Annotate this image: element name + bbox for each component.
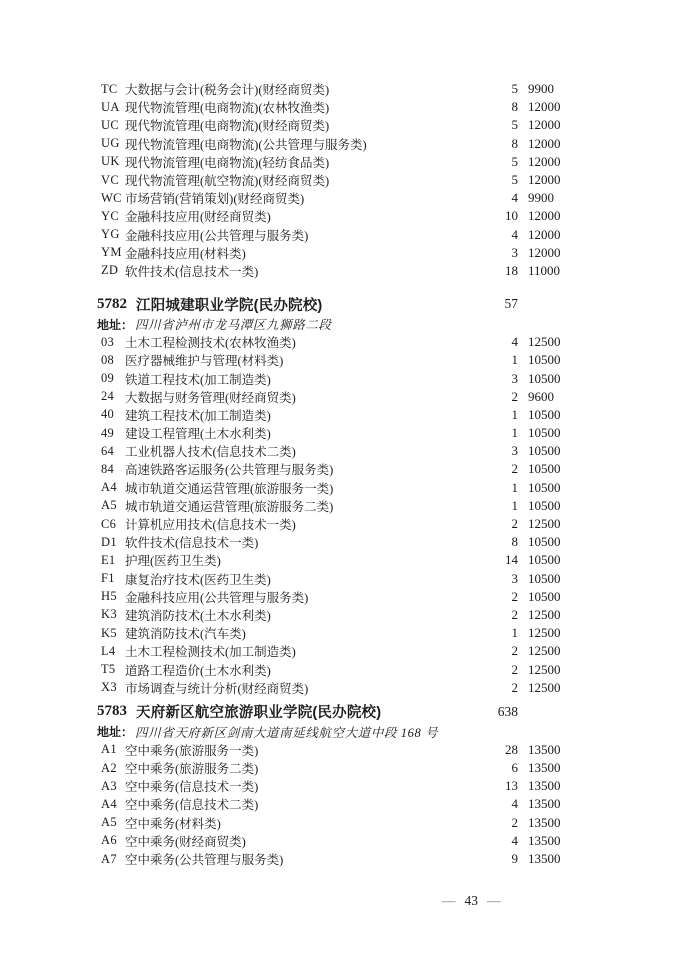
major-table	[97, 80, 572, 280]
school-address-row	[97, 723, 572, 741]
address-label: 地址：	[97, 317, 134, 332]
major-code: A7	[101, 851, 117, 866]
major-code: TC	[101, 81, 118, 96]
table-row	[97, 406, 572, 424]
major-name: 市场营销(营销策划)(财经商贸类)	[125, 192, 305, 207]
table-row	[97, 570, 572, 588]
plan-count: 3	[511, 443, 518, 459]
tuition-fee: 12000	[528, 208, 561, 224]
school-header	[97, 293, 572, 315]
major-name: 建筑消防技术(土木水利类)	[125, 608, 271, 623]
address-text: 四川省泸州市龙马潭区九狮路二段	[135, 318, 332, 333]
major-code: A4	[101, 480, 117, 495]
tuition-fee: 12500	[528, 334, 561, 350]
tuition-fee: 9900	[528, 190, 554, 206]
major-name: 市场调查与统计分析(财经商贸类)	[125, 681, 309, 696]
table-row	[97, 388, 572, 406]
major-code: A1	[101, 742, 117, 757]
plan-count: 1	[511, 479, 518, 495]
major-name: 空中乘务(旅游服务二类)	[125, 762, 259, 777]
table-row	[97, 424, 572, 442]
plan-count: 4	[511, 832, 518, 848]
major-name: 工业机器人技术(信息技术二类)	[125, 445, 296, 460]
major-code: 49	[101, 425, 115, 440]
table-row	[97, 741, 572, 759]
major-name: 建设工程管理(土木水利类)	[125, 427, 271, 442]
table-row	[97, 832, 572, 850]
table-row	[97, 533, 572, 551]
tuition-fee: 13500	[528, 851, 561, 867]
major-name: 建筑工程技术(加工制造类)	[125, 408, 271, 423]
tuition-fee: 13500	[528, 796, 561, 812]
major-code: A3	[101, 778, 117, 793]
school-header	[97, 701, 572, 723]
plan-count: 2	[511, 516, 518, 532]
plan-count: 3	[511, 244, 518, 260]
table-row	[97, 551, 572, 569]
major-name: 城市轨道交通运营管理(旅游服务一类)	[125, 481, 334, 496]
major-code: X3	[101, 680, 117, 695]
plan-count: 4	[511, 334, 518, 350]
school-address-row	[97, 315, 572, 333]
table-row	[97, 759, 572, 777]
tuition-fee: 10500	[528, 461, 561, 477]
tuition-fee: 10500	[528, 497, 561, 513]
major-name: 大数据与财务管理(财经商贸类)	[125, 390, 296, 405]
major-code: 64	[101, 443, 115, 458]
table-row	[97, 497, 572, 515]
plan-count: 1	[511, 352, 518, 368]
school-code: 5783	[97, 703, 127, 720]
tuition-fee: 10500	[528, 570, 561, 586]
tuition-fee: 9900	[528, 81, 554, 97]
major-name: 空中乘务(材料类)	[125, 816, 221, 831]
table-row	[97, 80, 572, 98]
major-code: VC	[101, 172, 119, 187]
school-section-5782	[97, 293, 572, 697]
major-code: L4	[101, 643, 116, 658]
plan-count: 2	[511, 661, 518, 677]
major-code: YM	[101, 245, 122, 260]
table-row	[97, 333, 572, 351]
plan-count: 2	[511, 814, 518, 830]
major-table	[97, 741, 572, 868]
tuition-fee: 12000	[528, 99, 561, 115]
table-row	[97, 515, 572, 533]
tuition-fee: 12500	[528, 643, 561, 659]
plan-count: 6	[511, 760, 518, 776]
tuition-fee: 12000	[528, 244, 561, 260]
plan-count: 1	[511, 625, 518, 641]
major-code: 24	[101, 389, 115, 404]
plan-count: 5	[511, 117, 518, 133]
major-name: 空中乘务(旅游服务一类)	[125, 743, 259, 758]
major-name: 金融科技应用(公共管理与服务类)	[125, 590, 309, 605]
plan-count: 1	[511, 425, 518, 441]
tuition-fee: 10500	[528, 352, 561, 368]
major-name: 护理(医药卫生类)	[125, 554, 221, 569]
school-code: 5782	[97, 295, 127, 312]
table-row	[97, 679, 572, 697]
major-code: 09	[101, 371, 115, 386]
table-row	[97, 442, 572, 460]
table-row	[97, 479, 572, 497]
plan-count: 8	[511, 534, 518, 550]
table-row	[97, 116, 572, 134]
major-name: 空中乘务(公共管理与服务类)	[125, 853, 284, 868]
major-name: 土木工程检测技术(农林牧渔类)	[125, 336, 296, 351]
school-plan-total: 57	[504, 296, 518, 312]
table-row	[97, 135, 572, 153]
table-row	[97, 642, 572, 660]
tuition-fee: 12500	[528, 625, 561, 641]
plan-count: 8	[511, 135, 518, 151]
major-code: YG	[101, 227, 120, 242]
major-name: 计算机应用技术(信息技术一类)	[125, 518, 296, 533]
school-plan-total: 638	[497, 703, 518, 719]
major-name: 铁道工程技术(加工制造类)	[125, 372, 271, 387]
major-name: 康复治疗技术(医药卫生类)	[125, 572, 271, 587]
plan-count: 2	[511, 461, 518, 477]
major-code: WC	[101, 190, 122, 205]
major-code: 40	[101, 407, 115, 422]
table-row	[97, 262, 572, 280]
plan-count: 1	[511, 406, 518, 422]
tuition-fee: 10500	[528, 552, 561, 568]
major-code: C6	[101, 516, 117, 531]
table-row	[97, 226, 572, 244]
plan-count: 5	[511, 81, 518, 97]
table-row	[97, 244, 572, 262]
footer-dash-right: —	[487, 893, 501, 908]
plan-count: 28	[505, 741, 518, 757]
tuition-fee: 10500	[528, 588, 561, 604]
major-name: 金融科技应用(财经商贸类)	[125, 210, 271, 225]
school-name: 江阳城建职业学院(民办院校)	[136, 297, 323, 314]
tuition-fee: 13500	[528, 760, 561, 776]
major-name: 高速铁路客运服务(公共管理与服务类)	[125, 463, 334, 478]
plan-count: 9	[511, 851, 518, 867]
major-name: 现代物流管理(电商物流)(财经商贸类)	[125, 119, 330, 134]
plan-count: 2	[511, 679, 518, 695]
tuition-fee: 12000	[528, 135, 561, 151]
school-name: 天府新区航空旅游职业学院(民办院校)	[136, 705, 382, 722]
major-name: 空中乘务(信息技术一类)	[125, 780, 259, 795]
tuition-fee: 12500	[528, 606, 561, 622]
tuition-fee: 10500	[528, 370, 561, 386]
major-code: UC	[101, 117, 119, 132]
tuition-fee: 10500	[528, 479, 561, 495]
plan-count: 2	[511, 588, 518, 604]
table-row	[97, 588, 572, 606]
plan-count: 4	[511, 226, 518, 242]
major-name: 建筑消防技术(汽车类)	[125, 627, 246, 642]
major-name: 空中乘务(财经商贸类)	[125, 834, 246, 849]
tuition-fee: 13500	[528, 778, 561, 794]
address-label: 地址：	[97, 725, 134, 740]
major-name: 道路工程造价(土木水利类)	[125, 663, 271, 678]
table-row	[97, 777, 572, 795]
major-table-continuation	[97, 80, 572, 280]
plan-count: 13	[505, 778, 518, 794]
tuition-fee: 12500	[528, 661, 561, 677]
major-name: 金融科技应用(公共管理与服务类)	[125, 228, 309, 243]
page-content	[97, 80, 572, 868]
major-code: 84	[101, 461, 115, 476]
tuition-fee: 12000	[528, 117, 561, 133]
major-code: D1	[101, 534, 117, 549]
major-code: YC	[101, 208, 119, 223]
major-name: 医疗器械维护与管理(材料类)	[125, 354, 284, 369]
major-name: 软件技术(信息技术一类)	[125, 264, 259, 279]
major-code: UA	[101, 99, 120, 114]
plan-count: 2	[511, 606, 518, 622]
plan-count: 4	[511, 190, 518, 206]
plan-count: 5	[511, 153, 518, 169]
tuition-fee: 10500	[528, 443, 561, 459]
major-name: 土木工程检测技术(加工制造类)	[125, 645, 296, 660]
major-code: H5	[101, 589, 117, 604]
address-text: 四川省天府新区剑南大道南延线航空大道中段 168 号	[135, 725, 439, 740]
plan-count: 1	[511, 497, 518, 513]
plan-count: 18	[505, 262, 518, 278]
table-row	[97, 606, 572, 624]
table-row	[97, 98, 572, 116]
tuition-fee: 11000	[528, 262, 561, 278]
major-name: 大数据与会计(税务会计)(财经商贸类)	[125, 83, 330, 98]
plan-count: 2	[511, 643, 518, 659]
tuition-fee: 12500	[528, 516, 561, 532]
major-name: 现代物流管理(电商物流)(公共管理与服务类)	[125, 137, 367, 152]
major-name: 空中乘务(信息技术二类)	[125, 798, 259, 813]
table-row	[97, 351, 572, 369]
tuition-fee: 12000	[528, 153, 561, 169]
major-code: ZD	[101, 263, 119, 278]
tuition-fee: 12500	[528, 679, 561, 695]
table-row	[97, 850, 572, 868]
major-name: 现代物流管理(航空物流)(财经商贸类)	[125, 174, 330, 189]
major-code: 03	[101, 334, 115, 349]
table-row	[97, 660, 572, 678]
major-code: A2	[101, 760, 117, 775]
major-code: T5	[101, 662, 116, 677]
plan-count: 4	[511, 796, 518, 812]
tuition-fee: 13500	[528, 741, 561, 757]
table-row	[97, 189, 572, 207]
table-row	[97, 624, 572, 642]
table-row	[97, 369, 572, 387]
plan-count: 2	[511, 388, 518, 404]
plan-count: 14	[505, 552, 518, 568]
major-code: F1	[101, 571, 115, 586]
major-code: A5	[101, 815, 117, 830]
major-code: K5	[101, 625, 117, 640]
major-name: 现代物流管理(电商物流)(轻纺食品类)	[125, 155, 330, 170]
major-name: 现代物流管理(电商物流)(农林牧渔类)	[125, 101, 330, 116]
major-code: 08	[101, 352, 115, 367]
footer-dash-left: —	[442, 893, 456, 908]
tuition-fee: 9600	[528, 388, 554, 404]
major-name: 金融科技应用(材料类)	[125, 246, 246, 261]
plan-count: 3	[511, 570, 518, 586]
major-code: A4	[101, 796, 117, 811]
plan-count: 3	[511, 370, 518, 386]
tuition-fee: 10500	[528, 406, 561, 422]
table-row	[97, 153, 572, 171]
tuition-fee: 13500	[528, 832, 561, 848]
plan-count: 5	[511, 172, 518, 188]
major-code: UK	[101, 154, 120, 169]
major-name: 软件技术(信息技术一类)	[125, 536, 259, 551]
table-row	[97, 795, 572, 813]
tuition-fee: 10500	[528, 534, 561, 550]
major-table	[97, 333, 572, 697]
table-row	[97, 207, 572, 225]
plan-count: 8	[511, 99, 518, 115]
major-code: A6	[101, 833, 117, 848]
major-code: E1	[101, 552, 116, 567]
plan-count: 10	[505, 208, 518, 224]
major-code: A5	[101, 498, 117, 513]
school-section-5783	[97, 701, 572, 868]
table-row	[97, 814, 572, 832]
table-row	[97, 460, 572, 478]
major-name: 城市轨道交通运营管理(旅游服务二类)	[125, 499, 334, 514]
tuition-fee: 10500	[528, 425, 561, 441]
page-footer	[442, 893, 501, 909]
major-code: K3	[101, 607, 117, 622]
tuition-fee: 12000	[528, 226, 561, 242]
tuition-fee: 12000	[528, 172, 561, 188]
table-row	[97, 171, 572, 189]
major-code: UG	[101, 136, 120, 151]
tuition-fee: 13500	[528, 814, 561, 830]
page-number: 43	[464, 893, 478, 908]
